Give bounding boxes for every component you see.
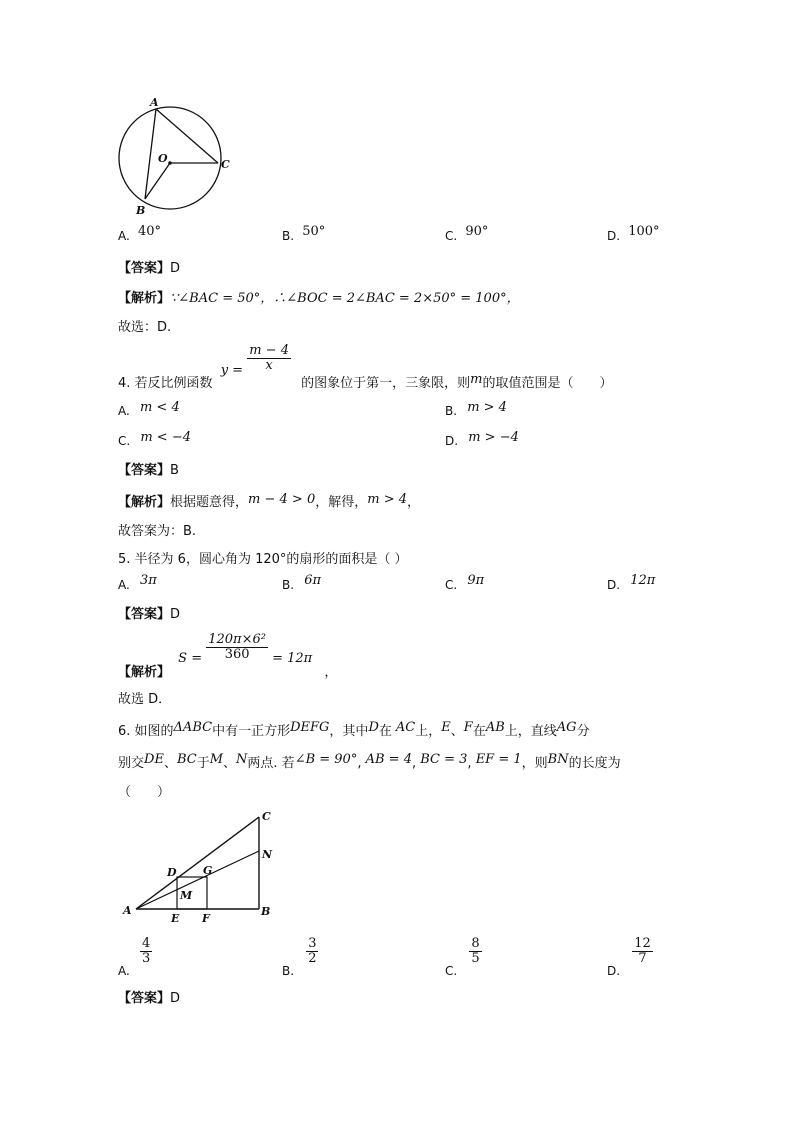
q6-math: DEFG xyxy=(290,720,330,735)
option-letter: D. xyxy=(607,964,621,978)
q6-text: 上，直线 xyxy=(504,724,557,739)
q6-text: ，其中 xyxy=(329,724,369,739)
option-value: m < −4 xyxy=(140,430,191,445)
fraction-denominator: 7 xyxy=(638,950,647,966)
q6-text: 中有一正方形 xyxy=(212,724,291,739)
q5-conclusion: 故选 D． xyxy=(118,692,172,707)
formula-lhs: S = xyxy=(178,650,203,666)
q4-prefix: 4. 若反比例函数 xyxy=(118,376,213,391)
option-letter: A. xyxy=(118,964,130,978)
func-numerator: m − 4 xyxy=(249,343,289,358)
formula-numerator: 120π×6² xyxy=(208,632,266,647)
analysis-math-2: m > 4 xyxy=(367,492,407,507)
label-c: C xyxy=(221,158,230,171)
option-value: 9π xyxy=(467,573,485,588)
label-b: B xyxy=(261,905,271,918)
option-letter: C. xyxy=(445,964,458,978)
q6-math: BC xyxy=(176,752,197,767)
q6-math: AC xyxy=(395,720,416,735)
answer-label: 【答案】 xyxy=(118,607,171,622)
fraction-numerator: 12 xyxy=(634,936,651,951)
option-letter: C. xyxy=(445,229,458,243)
option-letter: B. xyxy=(282,229,295,243)
q6-line-1 xyxy=(118,720,590,739)
fraction-denominator: 2 xyxy=(308,950,317,966)
q6-text: 于 xyxy=(196,756,210,771)
option-value: 50° xyxy=(302,224,326,239)
analysis-text-2: ，解得， xyxy=(315,495,368,510)
option-letter: B. xyxy=(282,578,295,592)
q6-text: , xyxy=(467,756,476,771)
q6-math: E xyxy=(441,720,451,735)
fraction-numerator: 4 xyxy=(141,936,151,951)
option-fraction xyxy=(632,937,653,965)
option-value: 6π xyxy=(304,573,322,588)
option-letter: A. xyxy=(118,229,130,243)
segment-ac xyxy=(136,817,259,909)
option-value: m > 4 xyxy=(467,400,507,415)
q6-text: 上， xyxy=(415,724,442,739)
q5-answer xyxy=(118,603,180,622)
q6-math: AG xyxy=(556,720,577,735)
q6-text: 别交 xyxy=(118,756,145,771)
q6-text: 两点. 若 xyxy=(247,756,295,771)
label-d: D xyxy=(167,866,177,879)
center-point xyxy=(168,161,172,165)
q6-option-a xyxy=(118,936,152,978)
answer-label: 【答案】 xyxy=(118,261,171,276)
label-o: O xyxy=(158,152,168,165)
q4-conclusion: 故答案为：B. xyxy=(118,524,197,539)
q3-option-b xyxy=(282,224,326,244)
q6-line-2 xyxy=(118,752,621,771)
option-letter: C. xyxy=(445,578,458,592)
q6-text: 的长度为 xyxy=(568,756,621,771)
triangle-figure xyxy=(118,805,283,923)
q6-math: D xyxy=(368,720,379,735)
option-value: 90° xyxy=(465,224,489,239)
option-letter: C. xyxy=(118,434,131,448)
fraction-denominator: 5 xyxy=(471,950,480,966)
option-value: 40° xyxy=(137,224,161,239)
q4-suffix-2: 的取值范围是（ ） xyxy=(482,376,613,391)
q6-text: 6. 如图的 xyxy=(118,724,174,739)
q4-suffix-1: 的图象位于第一，三象限，则 xyxy=(301,376,471,391)
label-m: M xyxy=(180,889,193,902)
q4-question xyxy=(118,343,613,391)
option-letter: A. xyxy=(118,578,130,592)
option-letter: D. xyxy=(445,434,459,448)
func-denominator: x xyxy=(265,357,273,373)
q3-answer xyxy=(118,257,180,276)
answer-label: 【答案】 xyxy=(118,991,171,1006)
label-a: A xyxy=(123,904,132,917)
q6-math: DE xyxy=(144,752,164,767)
q5-formula xyxy=(178,632,313,666)
fraction-numerator: 3 xyxy=(308,936,317,951)
analysis-text-3: ， xyxy=(407,495,421,510)
analysis-label: 【解析】 xyxy=(118,665,171,680)
option-letter: B. xyxy=(282,964,295,978)
label-g: G xyxy=(203,864,213,877)
answer-value: D xyxy=(170,607,181,622)
analysis-text-1: 根据题意得， xyxy=(170,495,249,510)
q4-function xyxy=(220,343,291,378)
q6-math: F xyxy=(463,720,473,735)
option-fraction xyxy=(469,937,481,965)
q5-option-d xyxy=(607,573,656,593)
q6-math: AB = 4 xyxy=(365,752,412,767)
q4-option-d xyxy=(445,430,519,449)
q6-text: 在 xyxy=(472,724,486,739)
label-e: E xyxy=(171,912,180,923)
q5-question: 5. 半径为 6，圆心角为 120°的扇形的面积是（ ） xyxy=(118,552,408,567)
q6-math: ΔABC xyxy=(173,720,213,735)
q6-text: 分 xyxy=(576,724,590,739)
answer-label: 【答案】 xyxy=(118,463,171,478)
q6-option-d xyxy=(607,936,653,978)
formula-fraction xyxy=(206,633,268,661)
line-ag xyxy=(136,851,259,909)
option-fraction xyxy=(140,937,152,965)
func-fraction xyxy=(247,344,291,372)
option-value: 3π xyxy=(139,573,157,588)
q6-math: BN xyxy=(547,752,569,767)
q6-text: 在 xyxy=(378,724,392,739)
label-b: B xyxy=(136,204,146,217)
q5-option-b xyxy=(282,573,322,593)
label-c: C xyxy=(262,810,271,823)
q6-text: 、 xyxy=(223,756,237,771)
formula-rhs: = 12π xyxy=(272,650,313,666)
q5-option-c xyxy=(445,573,485,593)
q6-math: N xyxy=(236,752,248,767)
q3-analysis xyxy=(118,287,520,306)
q3-option-c xyxy=(445,224,489,244)
analysis-label: 【解析】 xyxy=(118,495,171,510)
q6-text: , xyxy=(411,756,421,771)
option-value: m > −4 xyxy=(468,430,519,445)
q3-option-a xyxy=(118,224,161,244)
option-value: 12π xyxy=(630,573,656,588)
option-fraction xyxy=(306,937,318,965)
q3-conclusion: 故选：D. xyxy=(118,320,172,335)
q4-var: m xyxy=(470,372,483,387)
q6-math: EF = 1 xyxy=(475,752,522,767)
q6-text: 、 xyxy=(450,724,464,739)
option-letter: D. xyxy=(607,229,621,243)
q5-option-a xyxy=(118,573,157,593)
q3-option-d xyxy=(607,224,660,244)
circle-figure xyxy=(110,95,250,220)
q6-math: AB xyxy=(485,720,505,735)
q6-text: , xyxy=(357,756,366,771)
label-n: N xyxy=(262,848,273,861)
analysis-math: ∵∠BAC = 50°，∴∠BOC = 2∠BAC = 2×50° = 100°， xyxy=(170,291,520,306)
q6-math: BC = 3 xyxy=(420,752,468,767)
answer-value: D xyxy=(170,261,181,276)
formula-denominator: 360 xyxy=(224,646,250,662)
fraction-numerator: 8 xyxy=(471,936,480,951)
q4-option-b xyxy=(445,400,507,419)
q4-analysis xyxy=(118,491,420,510)
option-value: m < 4 xyxy=(139,400,180,415)
q6-option-c xyxy=(445,936,482,978)
circle-outline xyxy=(119,107,221,209)
q5-analysis xyxy=(118,632,338,680)
fraction-denominator: 3 xyxy=(141,950,151,966)
label-a: A xyxy=(150,96,159,109)
option-letter: A. xyxy=(118,404,130,418)
answer-value: B xyxy=(170,463,179,478)
q4-option-a xyxy=(118,400,180,419)
q6-option-b xyxy=(282,936,318,978)
q6-answer xyxy=(118,987,180,1006)
q6-math: ∠B = 90° xyxy=(294,752,358,767)
answer-value: D xyxy=(170,991,181,1006)
analysis-math-1: m − 4 > 0 xyxy=(248,492,316,507)
label-f: F xyxy=(202,912,210,923)
func-lhs: y = xyxy=(220,362,244,378)
q4-option-c xyxy=(118,430,191,449)
q6-text: 、 xyxy=(163,756,177,771)
formula-tail: ， xyxy=(324,665,338,680)
option-letter: D. xyxy=(607,578,621,592)
q6-text: ，则 xyxy=(521,756,548,771)
option-letter: B. xyxy=(445,404,458,418)
q6-line-3: （ ） xyxy=(118,785,171,800)
analysis-label: 【解析】 xyxy=(118,291,171,306)
q4-answer xyxy=(118,459,179,478)
q6-math: M xyxy=(209,752,224,767)
option-value: 100° xyxy=(628,224,660,239)
